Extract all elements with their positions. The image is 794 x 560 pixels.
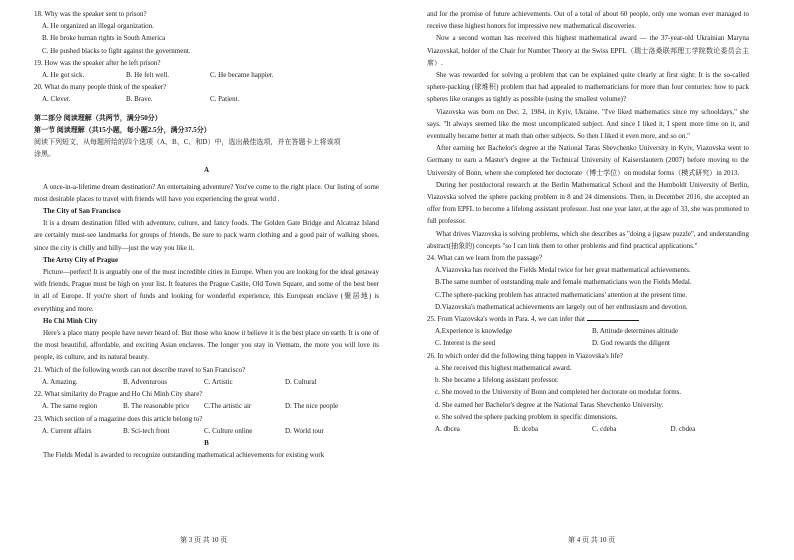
q23-option-d: D. World tour (285, 426, 324, 435)
prague-heading: The Artsy City of Prague (43, 255, 119, 264)
passage-a-label: A (203, 166, 210, 175)
q26-option-d: D. cbdea (670, 424, 696, 433)
question-22: 22. What similarity do Prague and Ho Chi Minh City share? (34, 390, 203, 399)
q24-option-a: A.Viazovska has received the Fields Medal twice for her great mathematical achievements. (435, 266, 691, 275)
q23-option-a: A. Current affairs (42, 426, 92, 435)
q18-option-c: C. He pushed blacks to fight against the government. (42, 46, 191, 55)
passage-b-paragraph-4: Viazovska was born on Dec. 2, 1984, in Kyiv, Ukraine. "I've liked mathematics since my schooldays," she says. "It always seemed like the most uncomplicated subject. And since I liked it, I spent more time on it, and eventually became better at math than other subjects. So then I liked it even more, and so on." (427, 107, 749, 141)
q25-option-c: C. Interest is the seed (435, 339, 496, 348)
q24-option-d: D.Viazovska's mathematical achievements are largely out of her enthusiasm and devotion. (435, 302, 688, 311)
q20-options (34, 93, 379, 105)
passage-b-paragraph-7: What drives Viazovska is solving problems, which she describes as "doing a jigsaw puzzle", and understanding abstract(抽象的) concepts "so I can link them to other problems and find practical applications." (427, 229, 749, 250)
q26-item-c: c. She moved to the University of Bonn and completed her doctorate on modular forms. (435, 388, 682, 397)
section-one-heading: 第一节 阅读理解（共15小题，每小题2.5分，满分37.5分） (34, 125, 211, 134)
q22-option-a: A. The same region (42, 402, 98, 411)
q25-option-a: A.Experience is knowledge (435, 327, 513, 336)
question-23: 23. Which section of a magazine does this article belong to? (34, 414, 203, 423)
q23-option-c: C. Culture online (204, 426, 253, 435)
passage-b-paragraph-1: and for the promise of future achievements. Out of a total of about 60 people, only one woman ever managed to receive these highest honors for impressive new mathematical discoveries. (427, 10, 749, 31)
passage-b-first-line: The Fields Medal is awarded to recognize outstanding mathematical achievements for existing work (43, 451, 325, 460)
q26-option-b: B. dceba (513, 424, 538, 433)
q23-options (34, 425, 379, 437)
page-number-left: 第 3 页 共 10 页 (180, 536, 228, 544)
q18-option-b: B. He broke human rights in South America (42, 34, 166, 43)
part-two-heading: 第二部分 阅读理解（共两节，满分50分） (34, 113, 162, 122)
q20-option-c: C. Patient. (210, 95, 240, 104)
passage-b-paragraph-5: After earning her Bachelor's degree at the National Taras Shevchenko University in Kyiv, Viazovska went to Germany to earn a Master's degree at the Technical University of Kaiserslautern (2007) before moving to the University of Bonn, where she completed her doctorate（博士学位）on modular forms（模式研究）in 2013. (427, 144, 749, 177)
q21-options (34, 376, 379, 388)
q21-option-c: C. Artistic (204, 377, 233, 386)
q22-options (34, 400, 379, 412)
passage-b-label: B (204, 438, 209, 447)
question-25-text: 25. From Viazovska's words in Para. 4, we can infer that (427, 315, 585, 324)
san-francisco-heading: The City of San Francisco (43, 207, 121, 216)
q21-option-b: B. Adventurous (123, 377, 167, 386)
q25-options-row-1 (427, 325, 749, 337)
q22-option-d: D. The nice people (285, 402, 339, 411)
question-24: 24. What can we learn from the passage？ (427, 254, 546, 263)
passage-b-paragraph-3: She was rewarded for solving a problem that can be explained quite clearly at first sight: It is the so-called sphere-packing (球堆积) problem that had appealed to mathematicians for more than four centuries: how to pack spheres like oranges as tightly as possible (using the smallest volume)? (427, 71, 749, 104)
q24-option-c: C.The sphere-packing problem has attracted mathematicians' attention at the present time. (435, 290, 688, 299)
question-19: 19. How was the speaker after he left prison? (34, 58, 161, 67)
instructions-line-1: 阅读下列短文，从每题所给的四个选项（A、B、C、和D）中，选出最佳选项，并在答题卡上将该项 (34, 138, 341, 147)
q19-option-b: B. He felt well. (126, 71, 169, 80)
q26-item-e: e. She solved the sphere packing problem in specific dimensions. (435, 412, 618, 421)
q25-option-d: D. God rewards the diligent (592, 339, 670, 348)
san-francisco-paragraph: It is a dream destination filled with adventure, culture, and fancy foods. The Golden Gate Bridge and Alcatraz Island are certainly must-see landmarks for groups of friends. Be sure to pack warm clothing and a good pair of walking shoes, since the city is chilly and hilly—just the way you like it. (34, 219, 379, 252)
question-18: 18. Why was the speaker sent to prison? (34, 10, 147, 18)
q26-item-b: b. She became a lifelong assistant professor. (435, 376, 559, 385)
q23-option-b: B. Sci-tech front (123, 426, 170, 435)
q26-item-d: d. She earned her Bachelor's degree at the National Taras Shevchenko University. (435, 400, 664, 409)
q18-option-a: A. He organized an illegal organization. (42, 22, 154, 31)
exam-page-3 (34, 8, 379, 553)
answer-blank (587, 313, 639, 321)
q20-option-a: A. Clever. (42, 95, 71, 104)
instructions-line-2: 涂黑。 (34, 150, 55, 159)
q19-options (34, 69, 379, 81)
q24-option-b: B.The same number of outstanding male and female mathematicians won the Fields Medal. (435, 278, 692, 287)
q21-option-d: D. Cultural (285, 377, 317, 386)
q26-option-c: C. cdeba (592, 424, 617, 433)
q26-options (427, 423, 749, 435)
question-25 (427, 313, 749, 325)
q22-option-c: C.The artistic air (204, 402, 252, 411)
prague-paragraph: Picture—perfect! It is arguably one of the most incredible cities in Europe. When you are looking for the ideal getaway with friends, Prague must be high on your list. It features the Prague Castle, Old Town Square, and some of the best beer in all of Europe. If you're short of funds and looking for wonderful experience, this European enclave (聚居地) is everything and more. (34, 268, 379, 313)
q22-option-b: B. The reasonable price (123, 402, 190, 411)
q21-option-a: A. Amazing. (42, 377, 78, 386)
page-number-right: 第 4 页 共 10 页 (568, 536, 616, 544)
passage-b-paragraph-6: During her postdoctoral research at the Berlin Mathematical School and the Humboldt University of Berlin, Viazovska solved the sphere packing problem in 8 and 24 dimensions. Then, in December 2016, she accepted an offer from EPFL to become a lifelong assistant professor. Just one year later, at the age of 33, she was promoted to full professor. (427, 180, 749, 226)
question-21: 21. Which of the following words can not describe travel to San Francisco? (34, 365, 246, 374)
q20-option-b: B. Brave. (126, 95, 153, 104)
ho-chi-minh-paragraph: Here's a place many people have never heard of. But those who know it believe it is the best place on earth. It is one of the most beautiful, affordable, and exciting Asian enclaves. The longer you stay in Vietnam, the more you will love its people, its culture, and its natural beauty. (34, 329, 379, 362)
q19-option-c: C. He became happier. (210, 71, 274, 80)
q19-option-a: A. He got sick. (42, 71, 85, 80)
q25-option-b: B. Attitude determines altitude (592, 327, 678, 336)
passage-b-paragraph-2: Now a second woman has received this highest mathematical award — the 37-year-old Ukrainian Maryna Viazovskal, holder of the Chair for Number Theory at the Swiss EPFL（瑞士洛桑联邦理工学院数论委员会主席）. (427, 34, 749, 67)
q26-option-a: A. dbcea (435, 424, 460, 433)
passage-a-intro: A once-in-a-lifetime dream destination? An entertaining adventure? You've come to the right place. Our listing of some most desirable places to travel with friends will have you experiencing the great world . (34, 182, 379, 203)
exam-page-4 (427, 8, 749, 553)
q26-item-a: a. She received this highest mathematical award. (435, 363, 572, 372)
question-20: 20. What do many people think of the speaker? (34, 83, 167, 92)
question-26: 26. In which order did the following thing happen in Viazovska's life? (427, 351, 623, 360)
q25-options-row-2 (427, 337, 749, 349)
ho-chi-minh-heading: Ho Chi Minh City (43, 316, 98, 325)
